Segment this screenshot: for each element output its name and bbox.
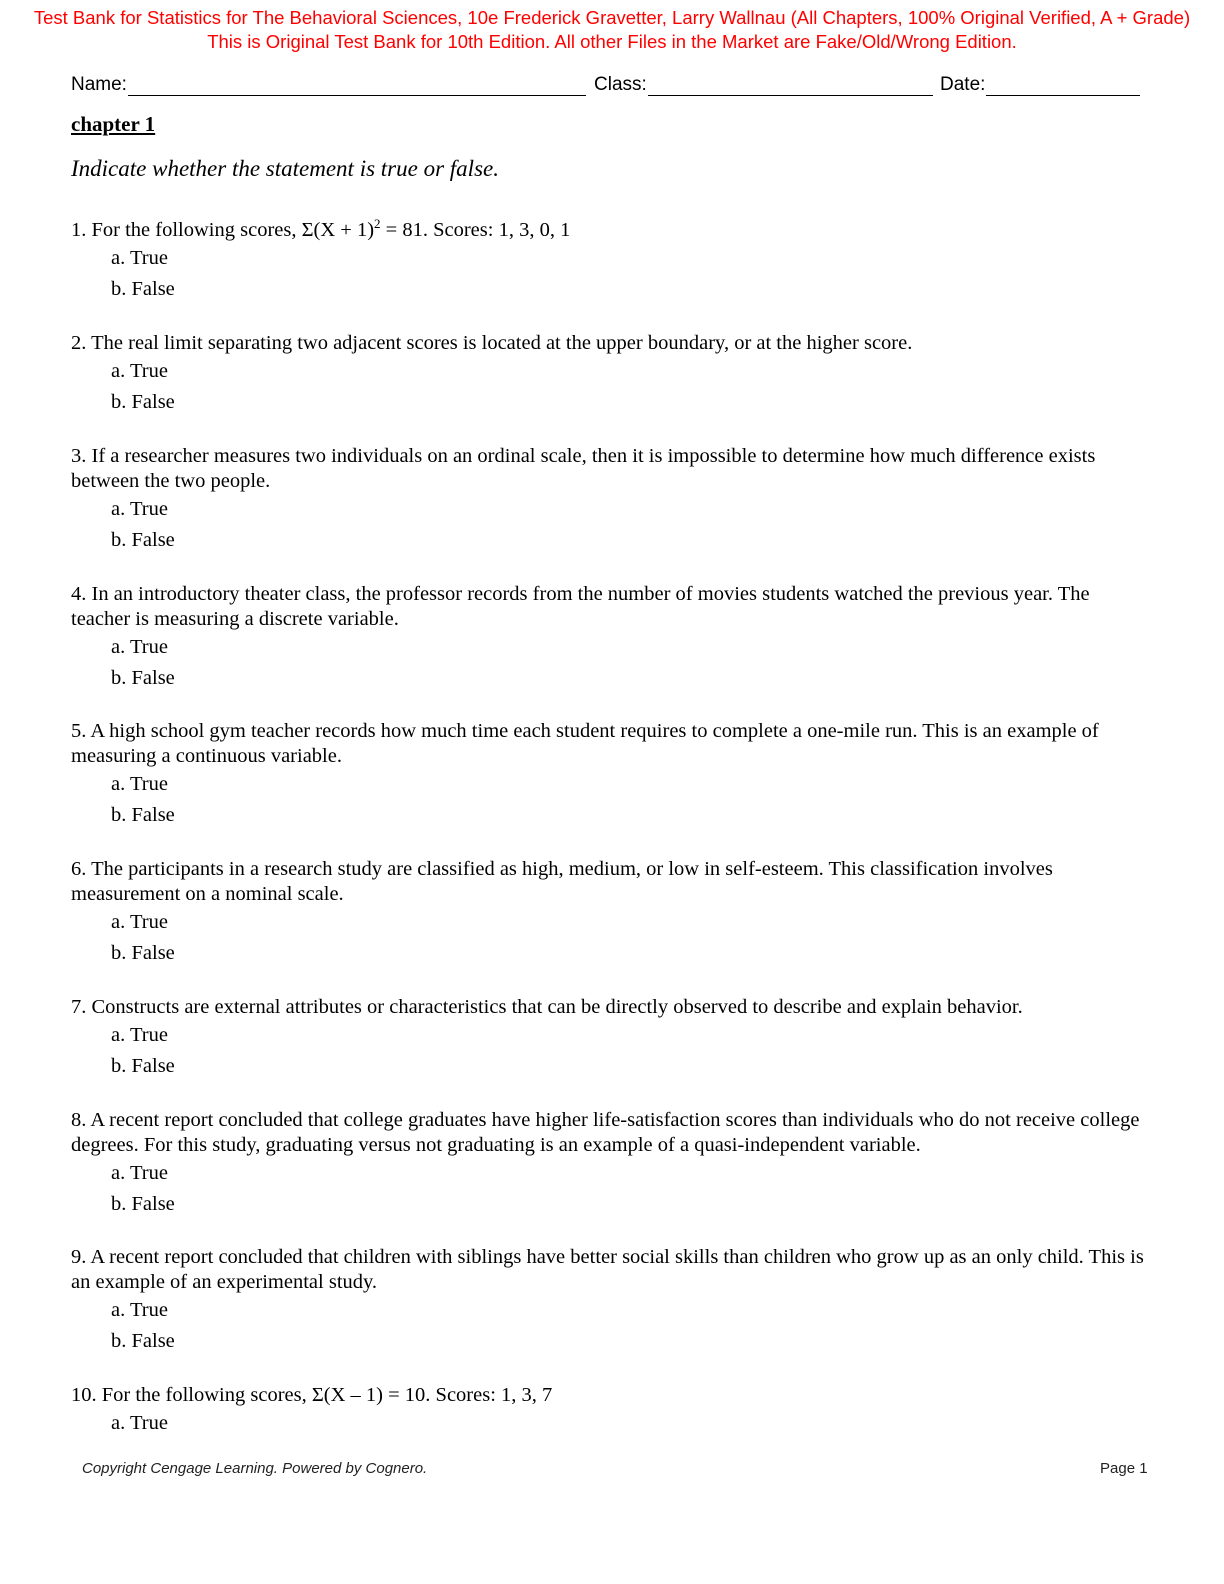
question-number: 9. [71, 1246, 87, 1268]
option-true[interactable]: a. True [111, 773, 168, 795]
question-number: 1. [71, 219, 87, 241]
date-field[interactable] [940, 70, 1140, 96]
question-number: 4. [71, 583, 87, 605]
question-text: 1. For the following scores, $\Sigma(X + 1)^2 = 81$. Scores: 1, 3, 0, 1 [71, 216, 571, 241]
option-false[interactable]: b. False [111, 942, 175, 964]
question-number: 8. [71, 1109, 87, 1131]
instructions: Indicate whether the statement is true or false. [71, 156, 499, 181]
option-true[interactable]: a. True [111, 636, 168, 658]
question-4 [71, 582, 1151, 694]
option-true[interactable]: a. True [111, 1412, 168, 1434]
option-true[interactable]: a. True [111, 247, 168, 269]
question-text: 2. The real limit separating two adjacent scores is located at the upper boundary, or at the higher score. [71, 332, 913, 354]
option-false[interactable]: b. False [111, 1055, 175, 1077]
question-2 [71, 331, 1151, 418]
class-label: Class: [594, 74, 647, 95]
option-false[interactable]: b. False [111, 1330, 175, 1352]
option-true[interactable]: a. True [111, 1299, 168, 1321]
name-label: Name: [71, 74, 127, 95]
question-6 [71, 857, 1151, 969]
question-text: 9. A recent report concluded that children with siblings have better social skills than children who grow up as an only child. This is an example of an experimental study. [71, 1246, 1144, 1293]
option-true[interactable]: a. True [111, 911, 168, 933]
option-false[interactable]: b. False [111, 529, 175, 551]
option-true[interactable]: a. True [111, 1162, 168, 1184]
option-true[interactable]: a. True [111, 498, 168, 520]
option-false[interactable]: b. False [111, 667, 175, 689]
question-number: 2. [71, 332, 87, 354]
name-line[interactable] [128, 73, 586, 96]
question-1 [71, 218, 1151, 305]
option-true[interactable]: a. True [111, 1024, 168, 1046]
question-number: 5. [71, 720, 87, 742]
option-true[interactable]: a. True [111, 360, 168, 382]
chapter-heading: chapter 1 [71, 112, 156, 136]
option-false[interactable]: b. False [111, 1193, 175, 1215]
option-false[interactable]: b. False [111, 391, 175, 413]
date-line[interactable] [986, 73, 1140, 96]
header-fields [71, 70, 1141, 98]
question-3 [71, 444, 1151, 556]
question-8 [71, 1108, 1151, 1220]
question-text: 5. A high school gym teacher records how much time each student requires to complete a one-mile run. This is an example of measuring a continuous variable. [71, 720, 1099, 767]
question-7 [71, 995, 1151, 1082]
date-label: Date: [940, 74, 986, 95]
question-number: 7. [71, 996, 87, 1018]
question-text: 10. For the following scores, Σ(X – 1) = 10. Scores: 1, 3, 7 [71, 1384, 553, 1406]
question-text: 4. In an introductory theater class, the professor records from the number of movies students watched the previous year. The teacher is measuring a discrete variable. [71, 583, 1090, 630]
banner-notice: Test Bank for Statistics for The Behavioral Sciences, 10e Frederick Gravetter, Larry Wallnau (All Chapters, 100% Original Verified, A + Grade) This is Original Test Bank for 10th Edition. All other Files in the Market are Fake/Old/Wrong Edition. [33, 7, 1191, 52]
question-text: 6. The participants in a research study are classified as high, medium, or low in self-esteem. This classification involves measurement on a nominal scale. [71, 858, 1053, 905]
name-field[interactable] [71, 70, 586, 96]
question-9 [71, 1245, 1151, 1357]
footer-copyright: Copyright Cengage Learning. Powered by Cognero. [82, 1460, 428, 1477]
question-text: 3. If a researcher measures two individuals on an ordinal scale, then it is impossible to determine how much difference exists between the two people. [71, 445, 1096, 492]
class-field[interactable] [594, 70, 933, 96]
question-text: 7. Constructs are external attributes or characteristics that can be directly observed to describe and explain behavior. [71, 996, 1023, 1018]
class-line[interactable] [648, 73, 933, 96]
question-10 [71, 1383, 1151, 1439]
question-number: 10. [71, 1384, 97, 1406]
question-text: 8. A recent report concluded that college graduates have higher life-satisfaction scores than individuals who do not receive college degrees. For this study, graduating versus not graduating is an example of a quasi-independent variable. [71, 1109, 1140, 1156]
option-false[interactable]: b. False [111, 804, 175, 826]
question-number: 6. [71, 858, 87, 880]
page-number: Page 1 [1100, 1460, 1148, 1477]
question-number: 3. [71, 445, 87, 467]
option-false[interactable]: b. False [111, 278, 175, 300]
question-5 [71, 719, 1151, 831]
